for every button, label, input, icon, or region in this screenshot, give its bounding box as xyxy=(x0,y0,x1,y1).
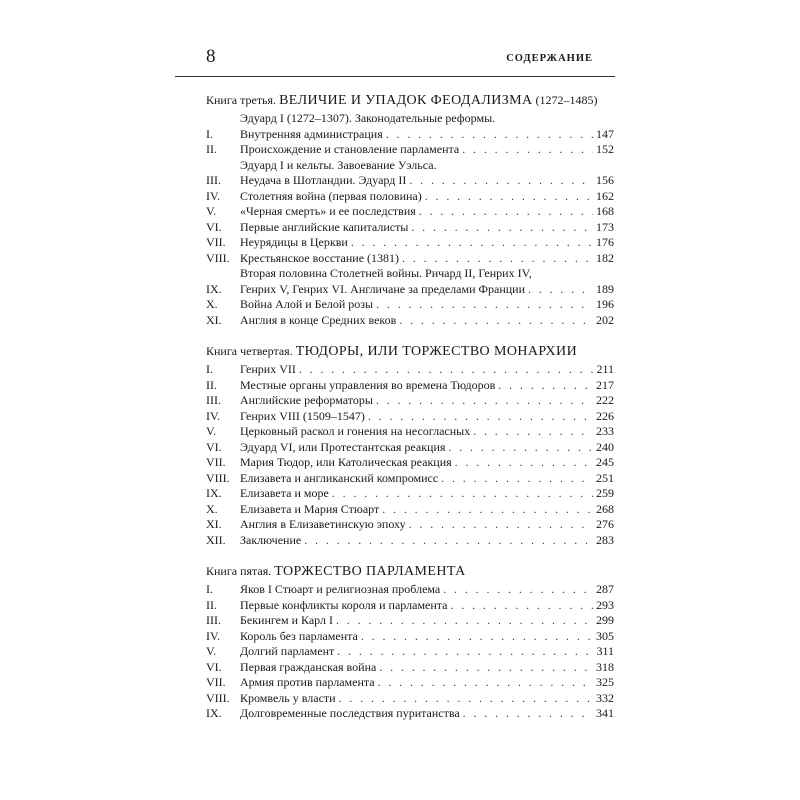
chapter-number: I. xyxy=(206,362,213,376)
chapter-title-line: Эдуард I и кельты. Завоевание Уэльса. xyxy=(240,157,437,172)
toc-entry xyxy=(206,629,614,645)
toc-entry xyxy=(206,675,614,691)
chapter-title: Долговременные последствия пуританства xyxy=(240,706,460,720)
page-ref: 325 xyxy=(596,675,614,689)
page-ref: 211 xyxy=(596,362,614,376)
chapter-title: Генрих VII xyxy=(240,362,296,376)
page-ref: 156 xyxy=(596,173,614,187)
dot-leader xyxy=(339,691,593,707)
running-head: СОДЕРЖАНИЕ xyxy=(506,53,593,64)
toc-entry xyxy=(206,455,614,471)
toc-entry xyxy=(206,517,614,533)
dot-leader xyxy=(441,471,593,487)
chapter-title-row xyxy=(240,675,614,691)
dot-leader xyxy=(419,204,593,220)
chapter-number: IV. xyxy=(206,188,221,203)
dot-leader xyxy=(351,235,593,251)
chapter-title-row xyxy=(240,127,614,143)
chapter-title-row xyxy=(240,297,614,313)
page-ref: 299 xyxy=(596,613,614,627)
chapter-title: Первые конфликты короля и парламента xyxy=(240,597,448,612)
chapter-number: VII. xyxy=(206,235,226,249)
chapter-title-row xyxy=(240,502,614,518)
chapter-number: IV. xyxy=(206,408,221,423)
chapter-body xyxy=(240,393,614,409)
chapter-title-row xyxy=(240,486,614,502)
book-years: (1272–1485) xyxy=(535,93,598,107)
book-prefix: Книга четвертая. xyxy=(206,344,293,358)
page-number: 8 xyxy=(206,46,216,67)
chapter-body xyxy=(240,204,614,220)
chapter-title: Заключение xyxy=(240,532,302,547)
page-ref: 147 xyxy=(596,126,614,141)
dot-leader xyxy=(368,409,593,425)
toc-entry xyxy=(206,297,614,313)
dot-leader xyxy=(336,613,593,629)
chapter-body xyxy=(240,706,614,722)
chapter-title-row xyxy=(240,282,614,298)
chapter-number: I. xyxy=(206,582,213,596)
book-prefix: Книга пятая. xyxy=(206,564,272,578)
chapter-body xyxy=(240,235,614,251)
header-rule xyxy=(175,76,615,77)
chapter-title: Столетняя война (первая половина) xyxy=(240,188,422,203)
chapter-title: Англия в Елизаветинскую эпоху xyxy=(240,517,406,531)
toc-entry xyxy=(206,440,614,456)
toc-entry xyxy=(206,313,614,329)
chapter-title: Англия в конце Средних веков xyxy=(240,312,397,327)
chapter-title-line: Вторая половина Столетней войны. Ричард II, Генрих IV, xyxy=(240,266,532,280)
page-ref: 162 xyxy=(596,188,614,203)
chapter-number: III. xyxy=(206,613,221,627)
chapter-title-row xyxy=(240,598,614,614)
chapter-title-row xyxy=(240,706,614,722)
chapter-body xyxy=(240,613,614,629)
chapter-body xyxy=(240,158,614,189)
toc-entry xyxy=(206,598,614,614)
toc-entry xyxy=(206,362,614,378)
dot-leader xyxy=(528,282,593,298)
dot-leader xyxy=(448,440,593,456)
dot-leader xyxy=(455,455,593,471)
chapter-title: Яков I Стюарт и религиозная проблема xyxy=(240,582,441,596)
toc-entry xyxy=(206,220,614,236)
chapter-body xyxy=(240,440,614,456)
toc-entry xyxy=(206,533,614,549)
chapter-body xyxy=(240,297,614,313)
chapter-title: Мария Тюдор, или Католическая реакция xyxy=(240,455,452,469)
chapter-number: VII. xyxy=(206,675,226,689)
chapter-number: VI. xyxy=(206,219,222,234)
chapter-number: III. xyxy=(206,393,221,407)
page-ref: 251 xyxy=(596,470,614,485)
toc-entry xyxy=(206,706,614,722)
chapter-title: Происхождение и становление парламента xyxy=(240,142,460,156)
chapter-number: VIII. xyxy=(206,250,230,265)
page-ref: 311 xyxy=(596,644,614,658)
chapter-title-row xyxy=(240,173,614,189)
chapter-number: IX. xyxy=(206,281,222,296)
toc-entry xyxy=(206,266,614,297)
chapter-title: Елизавета и море xyxy=(240,486,329,500)
dot-leader xyxy=(379,660,593,676)
page-ref: 226 xyxy=(596,408,614,423)
page-ref: 217 xyxy=(596,377,614,392)
chapter-number: XI. xyxy=(206,517,222,531)
chapter-title: Церковный раскол и гонения на несогласных xyxy=(240,424,471,438)
dot-leader xyxy=(498,378,593,394)
page-ref: 189 xyxy=(596,281,614,296)
chapter-title-row xyxy=(240,691,614,707)
chapter-body xyxy=(240,502,614,518)
chapter-title-row xyxy=(240,313,614,329)
toc-entry xyxy=(206,189,614,205)
dot-leader xyxy=(299,362,594,378)
toc-entry xyxy=(206,393,614,409)
chapter-number: II. xyxy=(206,142,217,156)
book-section xyxy=(206,92,614,328)
page-ref: 283 xyxy=(596,532,614,547)
book-title-text: ВЕЛИЧИЕ И УПАДОК ФЕОДАЛИЗМА xyxy=(279,93,533,108)
chapter-title: «Черная смерть» и ее последствия xyxy=(240,204,416,218)
chapter-number: X. xyxy=(206,297,218,311)
toc-entry xyxy=(206,471,614,487)
chapter-title: Бекингем и Карл I xyxy=(240,613,333,627)
chapter-number: V. xyxy=(206,424,217,438)
chapter-body xyxy=(240,691,614,707)
dot-leader xyxy=(337,644,593,660)
chapter-title: Елизавета и Мария Стюарт xyxy=(240,501,380,516)
chapter-number: I. xyxy=(206,126,213,141)
dot-leader xyxy=(473,424,593,440)
chapter-number: II. xyxy=(206,377,217,392)
toc-entry xyxy=(206,644,614,660)
chapter-body xyxy=(240,424,614,440)
chapter-body xyxy=(240,517,614,533)
dot-leader xyxy=(332,486,593,502)
book-title-text: ТОРЖЕСТВО ПАРЛАМЕНТА xyxy=(274,564,466,579)
page-ref: 276 xyxy=(596,517,614,531)
chapter-number: III. xyxy=(206,173,221,187)
chapter-body xyxy=(240,582,614,598)
chapter-title-row xyxy=(240,629,614,645)
chapter-body xyxy=(240,251,614,267)
chapter-title: Местные органы управления во времена Тюдоров xyxy=(240,377,496,392)
dot-leader xyxy=(399,313,593,329)
page-ref: 233 xyxy=(596,424,614,438)
page-ref: 245 xyxy=(596,455,614,469)
dot-leader xyxy=(463,706,593,722)
page-ref: 318 xyxy=(596,659,614,674)
chapter-title: Эдуард VI, или Протестантская реакция xyxy=(240,439,446,454)
chapter-title-row xyxy=(240,471,614,487)
chapter-body xyxy=(240,471,614,487)
toc-entry xyxy=(206,111,614,142)
chapter-body xyxy=(240,660,614,676)
chapter-number: V. xyxy=(206,204,217,218)
page-ref: 332 xyxy=(596,690,614,705)
dot-leader xyxy=(409,517,593,533)
toc-entry xyxy=(206,251,614,267)
page-ref: 182 xyxy=(596,250,614,265)
dot-leader xyxy=(376,393,593,409)
chapter-title-row xyxy=(240,409,614,425)
book-section xyxy=(206,343,614,548)
chapter-number: XII. xyxy=(206,532,226,547)
chapter-title-row xyxy=(240,378,614,394)
dot-leader xyxy=(382,502,593,518)
chapter-body xyxy=(240,111,614,142)
chapter-body xyxy=(240,644,614,660)
chapter-title-row xyxy=(240,644,614,660)
toc-entry xyxy=(206,502,614,518)
page-ref: 341 xyxy=(596,706,614,720)
chapter-title: Елизавета и англиканский компромисс xyxy=(240,470,439,485)
chapter-body xyxy=(240,220,614,236)
dot-leader xyxy=(425,189,593,205)
page-ref: 173 xyxy=(596,219,614,234)
chapter-title-row xyxy=(240,235,614,251)
chapter-title: Английские реформаторы xyxy=(240,393,373,407)
chapter-body xyxy=(240,675,614,691)
chapter-title: Кромвель у власти xyxy=(240,690,336,705)
chapter-number: II. xyxy=(206,597,217,612)
chapter-number: IX. xyxy=(206,706,222,720)
toc-entry xyxy=(206,378,614,394)
chapter-body xyxy=(240,189,614,205)
page-ref: 202 xyxy=(596,312,614,327)
page-ref: 305 xyxy=(596,628,614,643)
dot-leader xyxy=(402,251,593,267)
dot-leader xyxy=(361,629,593,645)
page-ref: 168 xyxy=(596,204,614,218)
chapter-body xyxy=(240,313,614,329)
toc-entry xyxy=(206,582,614,598)
page-ref: 196 xyxy=(596,297,614,311)
chapter-number: V. xyxy=(206,644,217,658)
toc-entry xyxy=(206,204,614,220)
toc-entry xyxy=(206,424,614,440)
chapter-title: Первая гражданская война xyxy=(240,659,377,674)
chapter-body xyxy=(240,378,614,394)
book-prefix: Книга третья. xyxy=(206,93,277,107)
chapter-body xyxy=(240,629,614,645)
dot-leader xyxy=(386,127,593,143)
toc-entry xyxy=(206,613,614,629)
chapter-title: Война Алой и Белой розы xyxy=(240,297,374,311)
chapter-body xyxy=(240,142,614,158)
chapter-title: Генрих VIII (1509–1547) xyxy=(240,408,365,423)
chapter-title: Первые английские капиталисты xyxy=(240,219,409,234)
toc-entry xyxy=(206,158,614,189)
page-ref: 152 xyxy=(596,142,614,156)
chapter-number: VI. xyxy=(206,659,222,674)
chapter-title-row xyxy=(240,455,614,471)
chapter-title-row xyxy=(240,660,614,676)
chapter-title: Король без парламента xyxy=(240,628,358,643)
chapter-title: Армия против парламента xyxy=(240,675,375,689)
chapter-title-row xyxy=(240,613,614,629)
chapter-body xyxy=(240,486,614,502)
chapter-number: IV. xyxy=(206,628,221,643)
dot-leader xyxy=(376,297,593,313)
dot-leader xyxy=(411,220,593,236)
chapter-title-row xyxy=(240,251,614,267)
dot-leader xyxy=(378,675,593,691)
toc-entry xyxy=(206,486,614,502)
chapter-number: VIII. xyxy=(206,690,230,705)
chapter-number: VII. xyxy=(206,455,226,469)
toc-entry xyxy=(206,660,614,676)
chapter-body xyxy=(240,598,614,614)
chapter-body xyxy=(240,362,614,378)
dot-leader xyxy=(409,173,593,189)
page-ref: 222 xyxy=(596,393,614,407)
toc-entry xyxy=(206,235,614,251)
toc-entry xyxy=(206,142,614,158)
toc-entry xyxy=(206,691,614,707)
chapter-title-row xyxy=(240,362,614,378)
page-ref: 268 xyxy=(596,501,614,516)
page-ref: 176 xyxy=(596,235,614,249)
chapter-title-row xyxy=(240,582,614,598)
table-of-contents xyxy=(206,92,614,737)
chapter-title-row xyxy=(240,440,614,456)
chapter-title: Неудача в Шотландии. Эдуард II xyxy=(240,173,407,187)
chapter-number: VI. xyxy=(206,439,222,454)
page-ref: 259 xyxy=(596,486,614,500)
chapter-body xyxy=(240,533,614,549)
chapter-title-row xyxy=(240,189,614,205)
chapter-number: VIII. xyxy=(206,470,230,485)
chapter-title: Крестьянское восстание (1381) xyxy=(240,250,400,265)
page-ref: 287 xyxy=(596,582,614,596)
chapter-title-row xyxy=(240,533,614,549)
dot-leader xyxy=(443,582,593,598)
chapter-body xyxy=(240,455,614,471)
dot-leader xyxy=(462,142,593,158)
book-heading xyxy=(206,563,614,580)
chapter-title-row xyxy=(240,424,614,440)
book-heading xyxy=(206,343,614,360)
toc-entry xyxy=(206,409,614,425)
chapter-title-line: Эдуард I (1272–1307). Законодательные реформы. xyxy=(240,111,496,125)
chapter-title-row xyxy=(240,142,614,158)
chapter-body xyxy=(240,266,614,297)
chapter-title-row xyxy=(240,220,614,236)
book-heading xyxy=(206,92,614,109)
chapter-title: Внутренняя администрация xyxy=(240,126,383,141)
chapter-title: Генрих V, Генрих VI. Англичане за пределами Франции xyxy=(240,281,525,296)
chapter-title: Неурядицы в Церкви xyxy=(240,235,348,249)
chapter-title-row xyxy=(240,204,614,220)
chapter-number: XI. xyxy=(206,312,222,327)
chapter-number: IX. xyxy=(206,486,222,500)
page-ref: 293 xyxy=(596,597,614,612)
dot-leader xyxy=(451,598,593,614)
book-title-text: ТЮДОРЫ, ИЛИ ТОРЖЕСТВО МОНАРХИИ xyxy=(295,344,578,359)
chapter-title-row xyxy=(240,393,614,409)
book-section xyxy=(206,563,614,722)
chapter-body xyxy=(240,409,614,425)
page-ref: 240 xyxy=(596,439,614,454)
chapter-title-row xyxy=(240,517,614,533)
chapter-number: X. xyxy=(206,501,218,516)
chapter-title: Долгий парламент xyxy=(240,644,335,658)
dot-leader xyxy=(304,533,593,549)
